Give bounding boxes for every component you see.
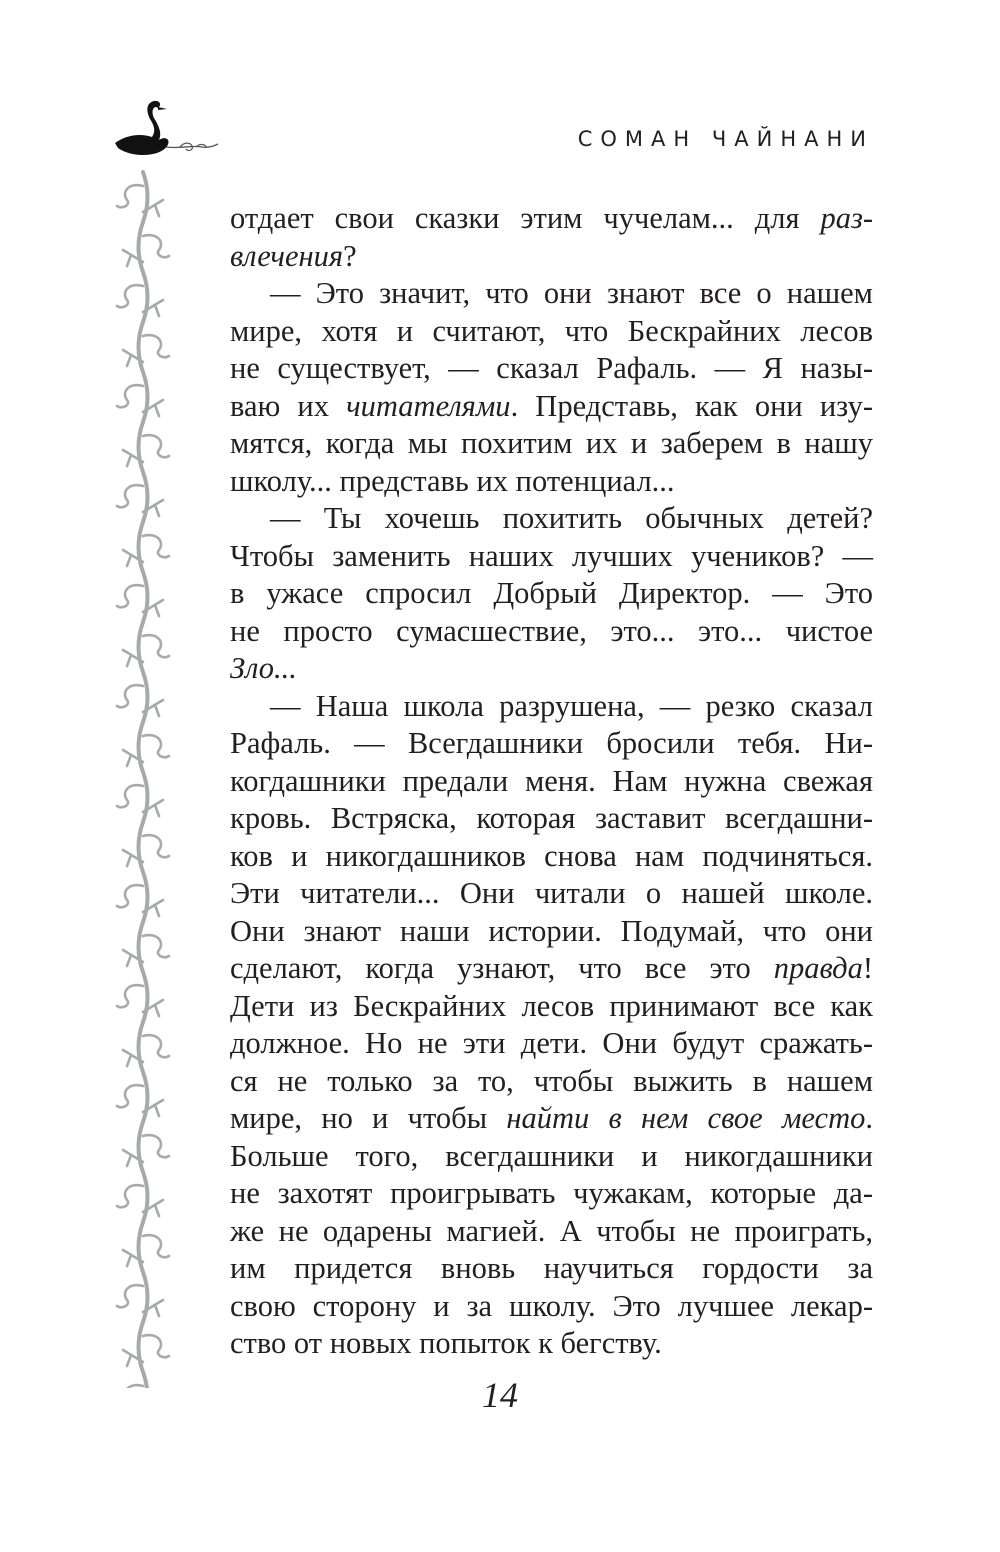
text-line: мире, хотя и считают, что Бескрайних лесов	[230, 313, 873, 348]
italic-emphasis: найти в нем свое место	[506, 1101, 866, 1135]
text-line: ство от новых попыток к бегству.	[230, 1326, 662, 1360]
italic-emphasis: раз-	[820, 201, 873, 235]
text-line: не просто сумасшествие, это... это... чистое	[230, 613, 873, 648]
text-line: Рафаль. — Всегдашники бросили тебя. Ни-	[230, 726, 873, 760]
page-number: 14	[482, 1375, 518, 1415]
text-line: — Ты хочешь похитить обычных детей?	[270, 501, 873, 535]
text-line: Они знают наши истории. Подумай, что они	[230, 913, 873, 948]
italic-emphasis: Зло...	[230, 651, 297, 685]
text-line: школу... представь их потенциал...	[230, 463, 675, 498]
text-line: Эти читатели... Они читали о нашей школе.	[230, 876, 873, 910]
text-line: ков и никогдашников снова нам подчиняться.	[230, 838, 873, 873]
text-line: ваю их читателями. Представь, как они изу-	[230, 388, 873, 423]
text-line: в ужасе спросил Добрый Директор. — Это	[230, 576, 873, 610]
text-line: когдашники предали меня. Нам нужна свежая	[230, 763, 873, 798]
text-line: же не одарены магией. А чтобы не проиграть,	[230, 1213, 873, 1248]
text-line: Чтобы заменить наших лучших учеников? —	[230, 538, 873, 573]
text-line: мятся, когда мы похитим их и заберем в нашу	[230, 426, 873, 460]
text-line: им придется вновь научиться гордости за	[230, 1251, 873, 1285]
running-head: СОМАН ЧАЙНАНИ	[577, 127, 874, 151]
text-line	[230, 650, 873, 688]
text-line: свою сторону и за школу. Это лучшее лекар-	[230, 1288, 873, 1323]
thorn-vine-icon	[110, 168, 176, 1388]
text-line: Больше того, всегдашники и никогдашники	[230, 1138, 873, 1173]
text-line: отдает свои сказки этим чучелам... для раз-	[230, 201, 873, 235]
text-line: не захотят проигрывать чужакам, которые да-	[230, 1176, 873, 1210]
italic-emphasis: читателями	[346, 388, 511, 423]
text-line: должное. Но не эти дети. Они будут сражать-	[230, 1026, 873, 1060]
text-line: кровь. Встряска, которая заставит всегдашни-	[230, 801, 873, 835]
text-line: — Наша школа разрушена, — резко сказал	[270, 688, 873, 723]
text-line: сделают, когда узнают, что все это правда!	[230, 951, 873, 985]
text-line: — Это значит, что они знают все о нашем	[270, 276, 873, 310]
italic-emphasis: влечения	[230, 238, 344, 273]
swan-icon	[110, 95, 222, 163]
text-line: ся не только за то, чтобы выжить в нашем	[230, 1063, 873, 1098]
text-line: влечения?	[230, 238, 357, 273]
text-line: Дети из Бескрайних лесов принимают все как	[230, 988, 873, 1023]
text-line: не существует, — сказал Рафаль. — Я назы-	[230, 351, 873, 385]
body-text	[230, 200, 873, 1363]
italic-emphasis: правда	[773, 951, 863, 985]
text-line: мире, но и чтобы найти в нем свое место.	[230, 1101, 873, 1135]
